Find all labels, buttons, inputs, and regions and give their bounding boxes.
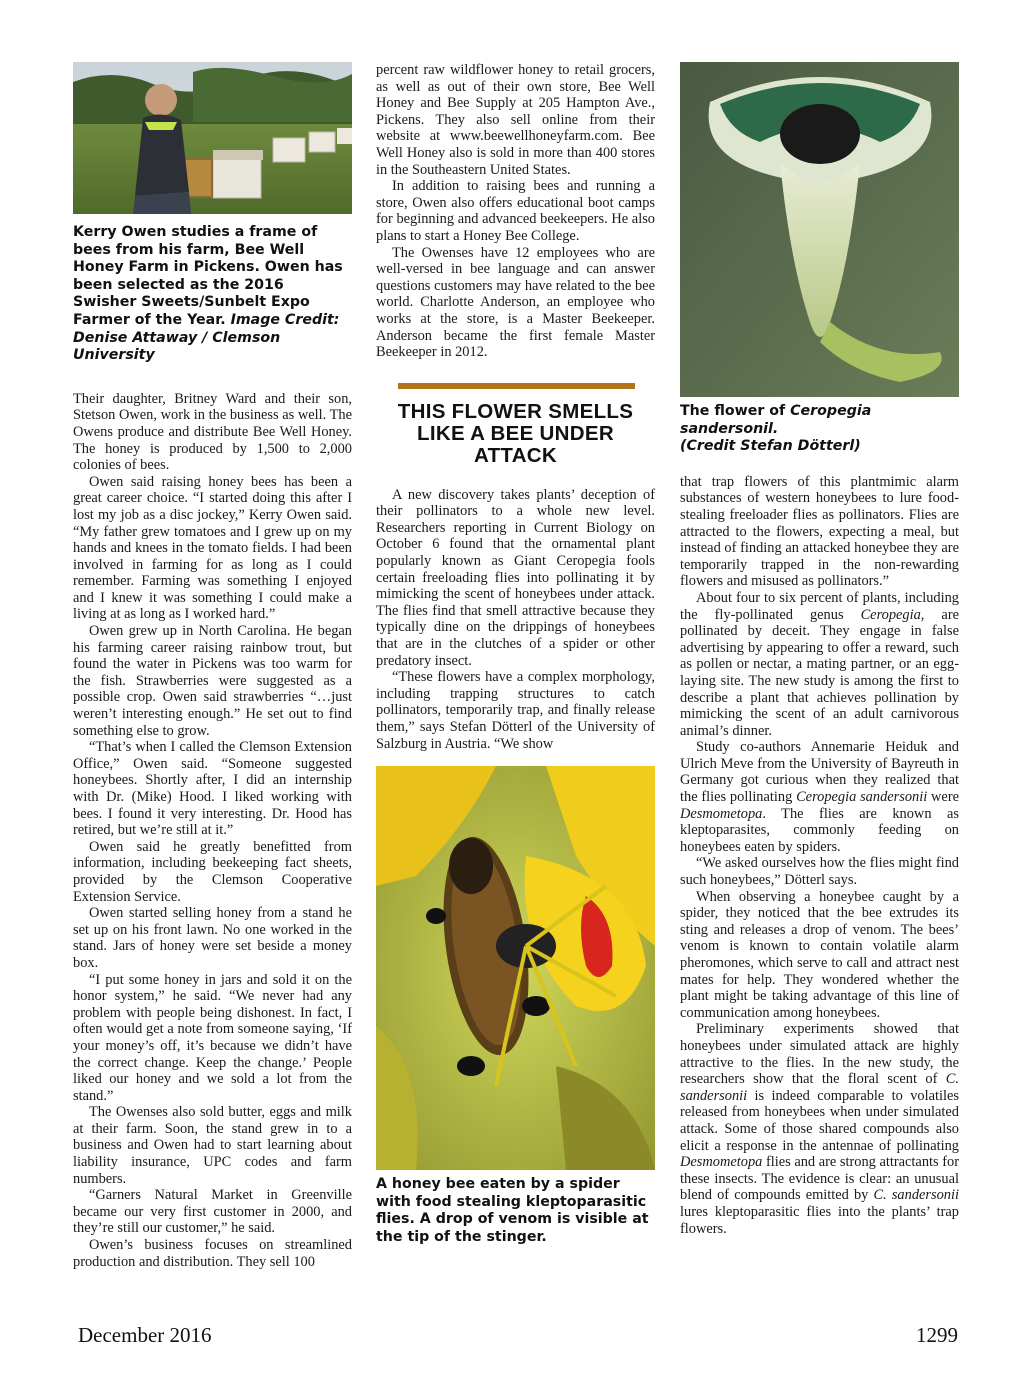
bee-spider-photo-graphic [376, 766, 655, 1170]
article-headline: THIS FLOWER SMELLS LIKE A BEE UNDER ATTACK [397, 399, 634, 467]
paragraph: Owen said he greatly benefitted from information, including beekeeping fact sheets, provided by the Clemson Cooperative Extension Service. [73, 838, 352, 905]
col2-body [376, 62, 655, 361]
column-2 [376, 62, 655, 1247]
paragraph: “We asked ourselves how the flies might find such honeybees,” Dötterl says. [680, 855, 959, 889]
bee-spider-photo [376, 766, 655, 1170]
paragraph: When observing a honeybee caught by a spider, they noticed that the bee extrudes its sting and releases a drop of venom. The bees’ venom is known to contain volatile alarm pheromones, which serve to call and attract nest mates for help. They wondered whether the plant might be taking advantage of this line of communication among honeybees. [680, 888, 959, 1021]
paragraph: About four to six percent of plants, including the fly-pollinated genus Ceropegia, are pollinated by deceit. They engage in false advertising by appearing to offer a reward, such as pollen or nectar, a mating partner, or an egg-laying site. The new study is among the first to describe a plant that achieves pollination by mimicking the scent of an adult carnivorous animal’s dinner. [680, 589, 959, 739]
farmer-photo-caption: Kerry Owen studies a frame of bees from his farm, Bee Well Honey Farm in Pickens. Owen has been selected as the 2016 Swisher Sweets/Sunbelt Expo Farmer of the Year. Image Credit: Denise Attaway / Clemson University [73, 224, 343, 364]
section-divider [398, 383, 635, 389]
paragraph: The Owenses have 12 employees who are well-versed in bee language and can answer questions customers may have related to the bee world. Charlotte Anderson, an employee who works at the store, is a Master Beekeeper. Anderson became the first female Master Beekeeper in 2012. [376, 244, 655, 361]
paragraph: The Owenses also sold butter, eggs and milk at their farm. Soon, the stand grew in to a business and Owen had to start learning about liability insurance, UPC codes and farm numbers. [73, 1104, 352, 1187]
footer-page-number: 1299 [916, 1323, 958, 1347]
paragraph: “That’s when I called the Clemson Extension Office,” Owen said. “Someone suggested honeybees. Shortly after, I did an internship with Dr. (Mike) Hood. I liked working with bees. I found it very interesting. Dr. Hood has retired, but we’re still at it.” [73, 739, 352, 839]
col1-body [73, 391, 352, 1270]
paragraph: Owen started selling honey from a stand he set up on his front lawn. No one worked in the stand. Jars of honey were set beside a money box. [73, 905, 352, 971]
paragraph: A new discovery takes plants’ deception of their pollinators to a whole new level. Researchers reporting in Current Biology on October 6 found that the ornamental plant popularly known as Giant Ceropegia fools certain freeloading flies into pollinating it by mimicking the scent of honeybees under attack. The flies find that smell attractive because they typically dine on the drippings of honeybees that are in the clutches of a spider or other predatory insect. [376, 486, 655, 669]
paragraph: Preliminary experiments showed that honeybees under simulated attack are highly attractive to the flies. In the new study, the researchers show that the floral scent of C. sandersonii is indeed comparable to volatiles released from honeybees when under simulated attack. Some of those shared compounds also elicit a response in the antennae of pollinating Desmometopa flies and are strong attractants for these insects. The evidence is clear: an unusual blend of compounds emitted by C. sandersonii lures kleptoparasitic flies into the plants’ trap flowers. [680, 1021, 959, 1237]
paragraph: Study co-authors Annemarie Heiduk and Ulrich Meve from the University of Bayreuth in Germany got curious when they realized that the flies pollinating Ceropegia sandersonii were Desmometopa. The flies are known as kleptoparasites, commonly feeding on honeybees eaten by spiders. [680, 739, 959, 855]
farmer-photo [73, 62, 352, 214]
bee-spider-caption: A honey bee eaten by a spider with food stealing kleptoparasitic flies. A drop of venom is visible at the tip of the stinger. [376, 1176, 649, 1245]
paragraph: Their daughter, Britney Ward and their son, Stetson Owen, work in the business as well. The Owens produce and distribute Bee Well Honey. The honey is produced by 1,500 to 2,000 colonies of bees. [73, 390, 352, 474]
ceropegia-flower-photo [680, 62, 959, 397]
paragraph: that trap flowers of this plantmimic alarm substances of western honeybees to lure food-stealing freeloader flies as pollinators. Flies are attracted to the flowers, expecting a meal, but instead of finding an attacked honeybee they are temporarily trapped in the non-rewarding flowers and misused as pollinators.” [680, 473, 959, 590]
col3-body [680, 474, 959, 1237]
flower-photo-caption: The flower of Ceropegia sandersonil. (Credit Stefan Dötterl) [680, 403, 872, 455]
col2-article-body [376, 487, 655, 753]
paragraph: “I put some honey in jars and sold it on the honor system,” he said. “We never had any problem with people being dishonest. In fact, I often would get a note from someone saying, ‘If your money’s off, it’s because we didn’t have the correct change. Keep the change.’ People liked our honey and we sold a lot from the stand.” [73, 971, 352, 1104]
paragraph: In addition to raising bees and running a store, Owen also offers educational boot camps for beginning and advanced beekeepers. He also plans to start a Honey Bee College. [376, 178, 655, 244]
paragraph: Owen said raising honey bees has been a great career choice. “I started doing this after I lost my job as a disc jockey,” Kerry Owen said. “My father grew tomatoes and I grew up on my hands and knees in the tomato fields. I had been involved in farming for as long as I could remember. Farming was something I enjoyed and I knew it was something I could make a living at as long as I worked hard.” [73, 473, 352, 623]
paragraph: “Garners Natural Market in Greenville became our very first customer in 2000, and they’re still our customer,” he said. [73, 1187, 352, 1237]
ceropegia-flower-graphic [680, 62, 959, 397]
paragraph: Owen’s business focuses on streamlined production and distribution. They sell 100 [73, 1237, 352, 1270]
footer-issue-date: December 2016 [78, 1323, 212, 1347]
paragraph: percent raw wildflower honey to retail grocers, as well as out of their own store, Bee Well Honey and Bee Supply at 205 Hampton Ave., Pickens. They also sell online from their website at www.beewellhoneyfarm.com. Bee Well Honey also is sold in more than 400 stores in the Southeastern United States. [376, 62, 655, 178]
paragraph: “These flowers have a complex morphology, including trapping structures to catch pollinators, temporarily trap, and finally release them,” says Stefan Dötterl of the University of Salzburg in Austria. “We show [376, 669, 655, 752]
paragraph: Owen grew up in North Carolina. He began his farming career raising rainbow trout, but found the water in Pickens was too warm for the fish. Strawberries were suggested as a possible crop. Owen said strawberries “…just weren’t interesting enough.” He set out to find something else to grow. [73, 623, 352, 739]
column-1 [73, 62, 352, 1270]
column-3 [680, 62, 959, 1237]
farmer-photo-graphic [73, 62, 352, 214]
